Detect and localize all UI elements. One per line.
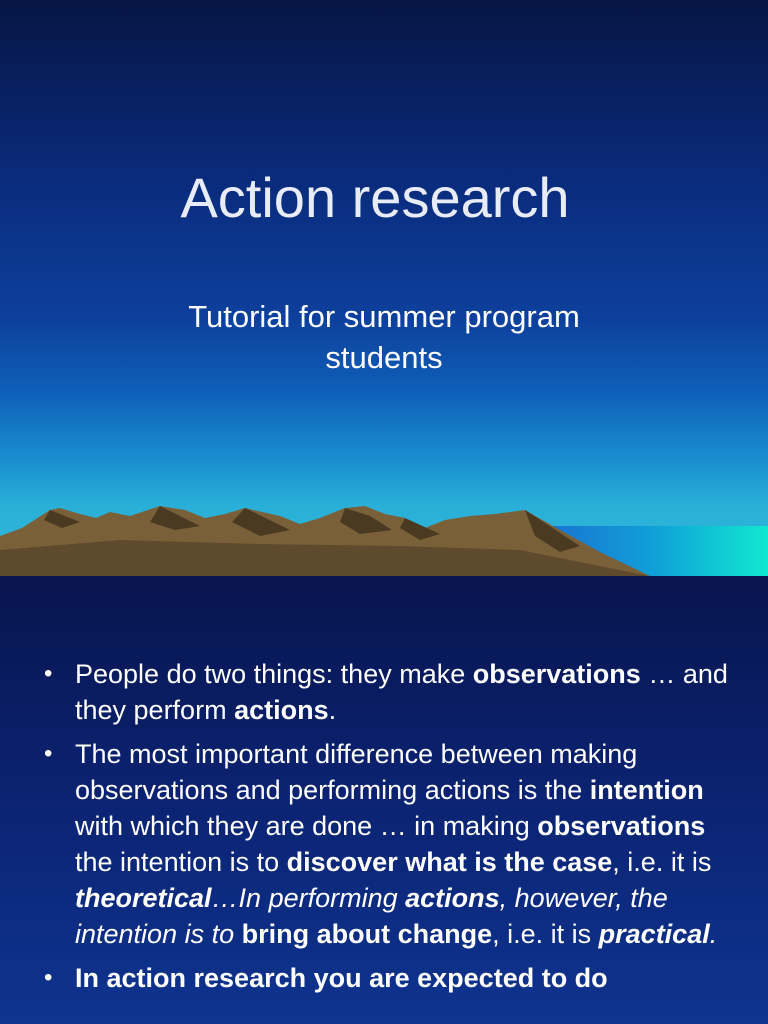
bullet-bold-text: observations xyxy=(472,659,641,689)
bullet-text: People do two things: they make xyxy=(75,659,473,689)
bullet-bold-text: In action research you are expected to do xyxy=(75,963,608,993)
bullet-text: with which they are done … in making xyxy=(75,811,538,841)
bullet-item xyxy=(0,656,768,728)
subtitle-line-2: students xyxy=(325,340,443,375)
bullet-text: the intention is to xyxy=(75,847,287,877)
mountain-landscape xyxy=(0,500,768,576)
bullet-bold-text: actions xyxy=(234,695,329,725)
slide-separator xyxy=(0,576,768,590)
bullet-icon: • xyxy=(44,660,53,687)
bullet-bold-text: observations xyxy=(537,811,706,841)
bullet-list xyxy=(0,656,768,1004)
bullet-italic-text: …In performing xyxy=(211,883,406,913)
subtitle-line-1: Tutorial for summer program xyxy=(188,299,580,334)
bullet-item xyxy=(0,736,768,952)
bullet-text: . xyxy=(328,695,337,725)
bullet-text: , i.e. it is xyxy=(492,919,599,949)
bullet-icon: • xyxy=(44,740,53,767)
bullet-icon: • xyxy=(44,964,53,991)
bullet-text: The most important difference between making observations and performing actions is the xyxy=(75,739,638,805)
bullet-bold-italic-text: practical xyxy=(598,919,710,949)
content-slide xyxy=(0,590,768,1024)
slide-subtitle xyxy=(0,296,768,378)
bullet-text: , i.e. it is xyxy=(612,847,712,877)
bullet-bold-italic-text: theoretical xyxy=(75,883,212,913)
bullet-italic-text: . xyxy=(709,919,718,949)
bullet-bold-italic-text: actions xyxy=(405,883,500,913)
slide-title: Action research xyxy=(180,166,570,229)
bullet-bold-text: bring about change xyxy=(241,919,493,949)
bullet-italic-text: , however, the intention is to xyxy=(75,883,668,949)
bullet-bold-text: intention xyxy=(589,775,704,805)
bullet-text: … and they perform xyxy=(75,659,728,725)
bullet-item xyxy=(0,960,768,996)
bullet-bold-text: discover what is the case xyxy=(286,847,613,877)
